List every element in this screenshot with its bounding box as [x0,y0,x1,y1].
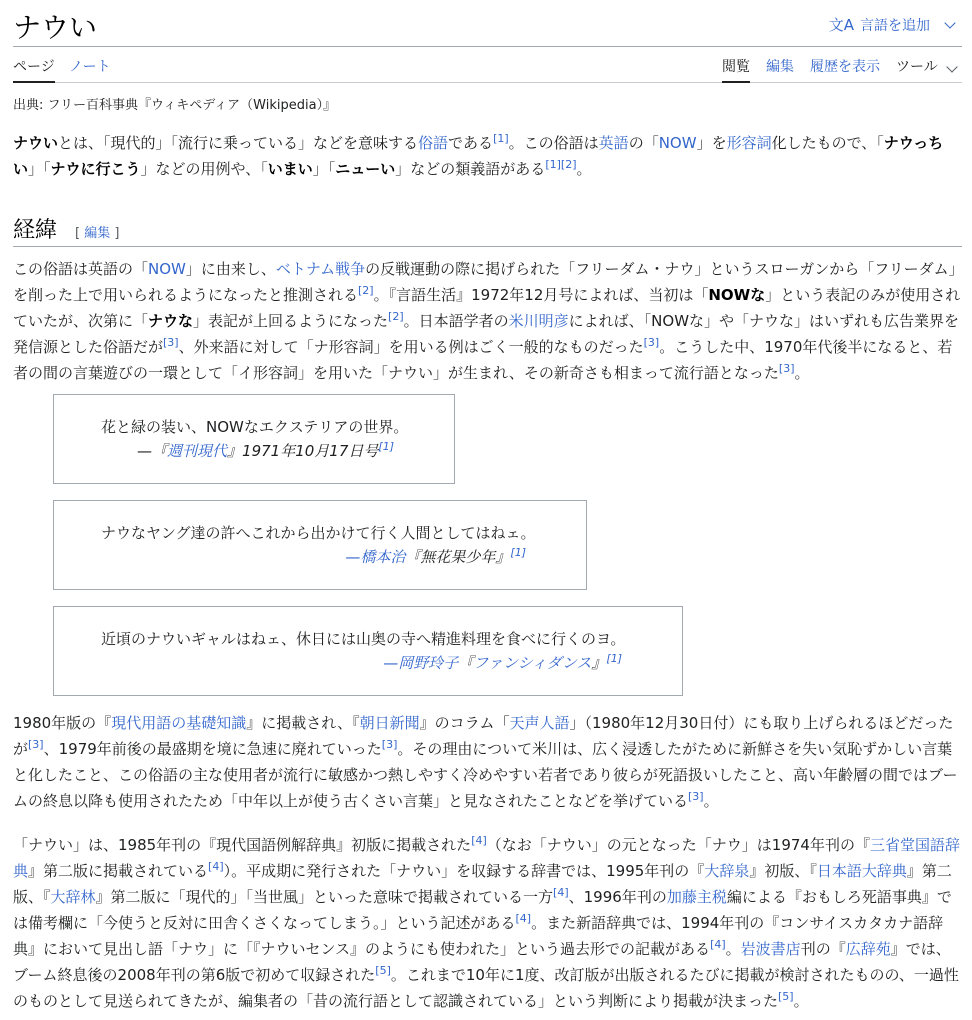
text: 』第二版に掲載されている [28,862,209,880]
ref-3[interactable]: [3] [778,362,795,375]
text: 』では、ブーム終息後の2008年刊の第6版で初めて収録された [13,940,951,984]
text: 。 [725,940,741,958]
add-languages-button[interactable] [829,14,960,35]
bold-term: ナウい [13,134,59,152]
link-fancy-dance[interactable]: ファンシィダンス [473,654,592,672]
link-gendai-yogo[interactable]: 現代用語の基礎知識 [111,714,247,732]
link-okano[interactable]: 岡野玲子 [398,654,459,672]
text: 『無花果少年』 [405,548,511,566]
bold-term: NOWな [708,286,766,304]
text: 」などの類義語がある [395,160,546,178]
quote-citation [345,546,526,567]
bold-term: ナウっちい [13,134,944,178]
quote-citation [137,440,394,461]
text: 刊の『 [800,940,846,958]
text: 』1971年10月17日号 [227,442,379,460]
text: 」（1980年12月30日付）にも取り上げられるほどだったが [13,714,954,758]
text: 』のコラム「 [419,714,510,732]
intro-paragraph [13,130,963,182]
tab-read[interactable]: 閲覧 [722,56,750,83]
quote-text: 花と緑の装い、NOWなエクステリアの世界。 [101,418,409,436]
text: 」表記が上回るようになった [193,312,389,330]
text: — [383,654,399,672]
link-hashimoto[interactable]: 橋本治 [360,548,406,566]
text: 』第二版に「現代的」「当世風」といった意味で掲載されている一方 [95,888,554,906]
quote-text: ナウなヤング達の許へこれから出かけて行く人間としてはねェ。 [101,524,536,542]
link-tensei-jingo[interactable]: 天声人語 [509,714,570,732]
text: の「 [628,134,659,152]
text: — [345,548,361,566]
ref-4[interactable]: [4] [553,886,569,899]
link-asahi[interactable]: 朝日新聞 [359,714,420,732]
text: 」を [696,134,727,152]
text: 。この俗語は [508,134,599,152]
bold-term: ナウな [148,312,194,330]
ref-4[interactable]: [4] [710,938,726,951]
ref-2[interactable]: [2] [388,310,404,323]
link-nihongo-daijiten[interactable]: 日本語大辞典 [816,862,907,880]
link-slang[interactable]: 俗語 [418,134,449,152]
text: 、1996年刊の [568,888,667,906]
page-title: ナウい [13,11,98,44]
text: 。また新語辞典では、1994年刊の『コンサイスカタカナ語辞典』において見出し語「ナウ」に「『ナウいセンス』のようにも使われた」という過去形での記載がある [13,914,944,958]
link-iwanami[interactable]: 岩波書店 [740,940,801,958]
add-languages-label: 言語を追加 [860,17,930,34]
link-kato[interactable]: 加藤主税 [666,888,727,906]
text: の反戦運動の際に掲げられた「フリーダム・ナウ」というスローガンから「フリーダム」を削った上で用いられるようになったと推測される [13,260,957,304]
tab-page[interactable]: ページ [13,56,55,83]
section-edit-link[interactable]: 編集 [84,226,111,241]
link-adjective[interactable]: 形容詞 [726,134,772,152]
history-paragraph-3 [13,832,963,1014]
quote-box [53,606,683,696]
text: この俗語は英語の「 [13,260,149,278]
ref-1[interactable]: [1] [510,546,526,559]
ref-4[interactable]: [4] [515,912,532,925]
bold-term: ナウに行こう [50,160,141,178]
quote-box [53,394,455,484]
quote-box [53,500,587,590]
text: 』初版、『 [749,862,817,880]
text: 』に掲載され、『 [246,714,360,732]
link-daijisen[interactable]: 大辞泉 [704,862,750,880]
text: 。その理由について米川は、広く浸透したがために新鮮さを失い気恥ずかしい言葉と化したこと、この俗語の主な使用者が流行に敏感かつ熱しやすく冷めやすい若者であり彼らが死語扱いしたこと、高い年齢層の間ではブームの終息以降も使用されたため「中年以上が使う古くさい言葉」と見なされたことなどを挙げている [13,740,958,810]
text: 。『言語生活』1972年12月号によれば、当初は「 [373,286,709,304]
link-daijirin[interactable]: 大辞林 [50,888,96,906]
text: とは、「現代的」「流行に乗っている」などを意味する [58,134,419,152]
tab-edit[interactable]: 編集 [766,59,794,75]
text: 。 [794,364,810,382]
bracket: ] [110,226,120,241]
text: 」などの用例や、「 [140,160,268,178]
text: 』第二版、『 [13,862,952,906]
title-bar [13,0,962,47]
quote-text: 近頃のナウいギャルはねェ、休日には山奥の寺へ精進料理を食べに行くのヨ。 [101,630,626,648]
text: 編による『おもしろ死語事典』では備考欄に「今使うと反対に田舎くさくなってしまう。」という記述がある [13,888,952,932]
text: 。 [793,992,809,1010]
link-sanseido[interactable]: 三省堂国語辞典 [13,836,960,880]
history-paragraph-1 [13,256,963,386]
text: 、外来語に対して「ナ形容詞」を用いる例はごく一般的なものだった [178,338,644,356]
text: 。日本語学者の [403,312,509,330]
text: 。 [576,160,592,178]
ref-4[interactable]: [4] [208,860,224,873]
text: によれば、「NOWな」や「ナウな」はいずれも広告業界を発信源とした俗語だが [13,312,960,356]
ref-3[interactable]: [3] [643,336,660,349]
tab-history[interactable]: 履歴を表示 [810,59,880,75]
text: 」という表記のみが使用されていたが、次第に「 [13,286,961,330]
link-kojien[interactable]: 広辞苑 [845,940,891,958]
text: である [448,134,494,152]
text: 『 [458,654,474,672]
ref-1[interactable]: [1] [378,440,394,453]
chevron-down-icon [944,17,955,28]
link-shukan-gendai[interactable]: 週刊現代 [167,442,228,460]
ref-3[interactable]: [3] [688,790,704,803]
translate-icon: 文A [828,16,854,34]
link-now[interactable]: NOW [148,260,186,278]
ref-1[interactable]: [1] [606,652,622,665]
source-note: 出典: フリー百科事典『ウィキペディア（Wikipedia）』 [13,98,337,113]
bold-term: ニューい [335,160,396,178]
ref-3[interactable]: [3] [163,336,179,349]
tab-talk[interactable]: ノート [69,59,111,75]
text: 、1979年前後の最盛期を境に急速に廃れていった [43,740,382,758]
page-tabs [13,47,962,83]
section-edit [75,222,119,241]
bold-term: いまい [267,160,313,178]
ref-3[interactable]: [3] [28,738,44,751]
section-heading [13,210,962,247]
ref-4[interactable]: [4] [471,834,487,847]
text: 』 [591,654,607,672]
tools-menu[interactable] [896,56,962,76]
history-paragraph-2 [13,710,963,814]
ref-5[interactable]: [5] [375,964,391,977]
text: 1980年版の『 [13,714,112,732]
ref-2[interactable]: [2] [560,158,577,171]
text: 。 [703,792,719,810]
tools-label: ツール [896,59,938,75]
ref-3[interactable]: [3] [381,738,398,751]
link-vietnam-war[interactable]: ベトナム戦争 [275,260,366,278]
text: 化したもので、「 [771,134,884,152]
chevron-down-icon [946,61,957,72]
quote-citation [383,652,622,673]
text: ）。平成期に発行された「ナウい」を収録する辞書では、1995年刊の『 [223,862,705,880]
link-now[interactable]: NOW [658,134,697,152]
text: 。こうした中、1970年代後半になると、若者の間の言葉遊びの一環として「イ形容詞」を用いた「ナウい」が生まれ、その新奇さも相まって流行語となった [13,338,953,382]
text: 」に由来し、 [185,260,276,278]
ref-2[interactable]: [2] [358,284,374,297]
section-title: 経緯 [13,218,58,243]
text: 。これまで10年に1度、改訂版が出版されるたびに掲載が検討されたものの、一過性のものとして見送られてきたが、編集者の「昔の流行語として認識されている」という判断により掲載が決まった [13,966,959,1010]
text: （なお「ナウい」の元となった「ナウ」は1974年刊の『 [486,836,870,854]
link-yonekawa[interactable]: 米川明彦 [508,312,569,330]
ref-1[interactable]: [1] [493,132,509,145]
text: —『 [137,442,168,460]
link-english[interactable]: 英語 [598,134,629,152]
ref-5[interactable]: [5] [778,990,794,1003]
text: 」「 [28,160,51,178]
text: 」「 [312,160,336,178]
ref-1[interactable]: [1] [545,158,561,171]
bracket: [ [75,226,85,241]
text: 「ナウい」は、1985年刊の『現代国語例解辞典』初版に掲載された [13,836,472,854]
